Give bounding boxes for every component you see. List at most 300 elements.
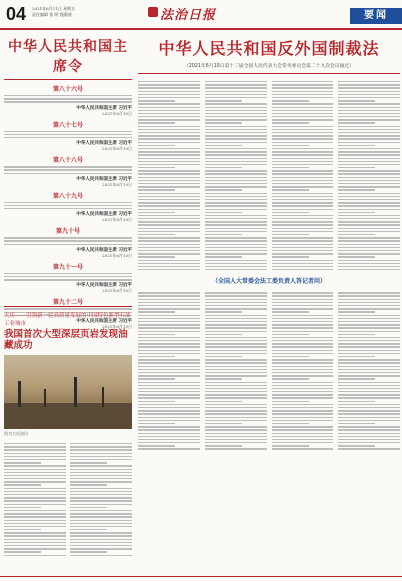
text-line: [205, 353, 267, 354]
text-line: [272, 359, 334, 360]
text-line: [138, 132, 200, 133]
text-line: [338, 186, 400, 187]
text-line: [338, 209, 400, 210]
text-line: [205, 170, 267, 171]
text-line: [138, 321, 200, 322]
text-line: [338, 189, 375, 190]
text-line: [138, 382, 200, 383]
text-line: [272, 91, 334, 92]
text-line: [338, 87, 400, 88]
text-line: [138, 417, 200, 418]
text-line: [272, 164, 334, 165]
text-line: [205, 372, 267, 373]
text-line: [338, 266, 400, 267]
text-line: [205, 346, 267, 347]
text-line: [138, 308, 200, 309]
text-line: [338, 148, 400, 149]
text-line: [338, 334, 375, 335]
text-line: [205, 202, 267, 203]
text-line: [205, 366, 267, 367]
masthead: 法治日报: [160, 8, 217, 23]
order-entry: [4, 226, 132, 259]
order-text: [4, 166, 132, 174]
text-line: [70, 465, 132, 466]
text-line: [205, 429, 267, 430]
text-line: [4, 131, 132, 132]
text-line: [338, 378, 375, 379]
text-line: [4, 469, 66, 470]
text-line: [272, 87, 334, 88]
text-line: [272, 369, 334, 370]
text-line: [70, 497, 132, 498]
text-line: [338, 250, 400, 251]
section-tag: 要闻: [350, 8, 402, 24]
qa-body-column: [138, 292, 200, 451]
text-line: [272, 247, 334, 248]
text-line: [138, 253, 200, 254]
text-line: [70, 516, 132, 517]
text-line: [272, 429, 334, 430]
text-line: [205, 158, 267, 159]
text-line: [4, 137, 132, 138]
text-line: [138, 327, 200, 328]
text-line: [272, 122, 309, 123]
order-entry: [4, 191, 132, 224]
text-line: [338, 170, 400, 171]
text-line: [338, 404, 400, 405]
text-line: [70, 475, 132, 476]
text-line: [272, 148, 334, 149]
issue-info: [32, 6, 75, 18]
order-number: 第八十六号: [52, 86, 83, 93]
text-line: [272, 173, 334, 174]
order-number: 第八十九号: [52, 192, 83, 200]
text-line: [138, 173, 200, 174]
text-line: [272, 183, 334, 184]
feature-divider: [4, 306, 132, 307]
text-line: [138, 177, 200, 178]
text-line: [338, 173, 400, 174]
text-line: [338, 401, 375, 402]
text-line: [338, 228, 400, 229]
text-line: [4, 244, 132, 245]
text-line: [338, 199, 400, 200]
text-line: [4, 276, 132, 277]
text-line: [138, 94, 200, 95]
text-line: [338, 132, 400, 133]
text-line: [205, 397, 267, 398]
text-line: [138, 154, 200, 155]
text-line: [205, 295, 267, 296]
text-line: [205, 209, 267, 210]
text-line: [272, 196, 334, 197]
text-line: [138, 183, 200, 184]
text-line: [4, 526, 66, 527]
text-line: [272, 397, 334, 398]
text-line: [272, 337, 334, 338]
oil-rig-icon: [18, 381, 21, 407]
text-line: [338, 292, 400, 293]
text-line: [338, 260, 400, 261]
text-line: [272, 119, 334, 120]
text-line: [205, 359, 267, 360]
text-line: [272, 113, 334, 114]
text-line: [138, 362, 200, 363]
text-line: [338, 321, 400, 322]
text-line: [4, 504, 66, 505]
text-line: [205, 436, 267, 437]
order-signature: 中华人民共和国主席 习近平: [76, 212, 132, 218]
text-line: [338, 240, 400, 241]
text-line: [138, 439, 200, 440]
text-line: [272, 234, 309, 235]
text-line: [138, 397, 200, 398]
text-line: [272, 228, 334, 229]
text-line: [272, 142, 334, 143]
text-line: [138, 260, 200, 261]
text-line: [138, 84, 200, 85]
text-line: [205, 385, 267, 386]
text-line: [70, 491, 132, 492]
text-line: [272, 324, 334, 325]
feature-body: [4, 441, 132, 558]
text-line: [138, 375, 200, 376]
text-line: [338, 295, 400, 296]
text-line: [205, 337, 267, 338]
text-line: [70, 494, 132, 495]
text-line: [205, 394, 267, 395]
order-signature: 中华人民共和国主席 习近平: [76, 176, 132, 182]
text-line: [70, 443, 132, 444]
text-line: [205, 126, 267, 127]
order-entry: [4, 120, 132, 153]
text-line: [138, 331, 200, 332]
text-line: [338, 410, 400, 411]
text-line: [70, 500, 132, 501]
law-body-column: [138, 81, 200, 272]
text-line: [138, 366, 200, 367]
text-line: [138, 158, 200, 159]
text-line: [272, 346, 334, 347]
text-line: [205, 196, 267, 197]
text-line: [272, 378, 309, 379]
text-line: [338, 445, 375, 446]
text-line: [272, 212, 309, 213]
text-line: [272, 372, 334, 373]
text-line: [138, 346, 200, 347]
text-line: [70, 488, 132, 489]
text-line: [70, 449, 132, 450]
text-line: [338, 177, 400, 178]
text-line: [338, 103, 400, 104]
text-line: [4, 475, 66, 476]
text-line: [272, 205, 334, 206]
text-line: [138, 337, 200, 338]
text-line: [205, 142, 267, 143]
orders-list: [4, 84, 132, 330]
text-line: [70, 484, 107, 485]
text-line: [338, 142, 400, 143]
text-line: [272, 299, 334, 300]
text-line: [338, 180, 400, 181]
text-line: [272, 327, 334, 328]
text-line: [338, 158, 400, 159]
text-line: [70, 481, 132, 482]
text-line: [70, 551, 107, 552]
text-line: [138, 209, 200, 210]
text-line: [4, 134, 132, 135]
text-line: [338, 442, 400, 443]
text-line: [205, 228, 267, 229]
text-line: [338, 224, 400, 225]
text-line: [138, 180, 200, 181]
text-line: [338, 234, 375, 235]
text-line: [4, 545, 66, 546]
text-line: [205, 445, 242, 446]
text-line: [70, 472, 132, 473]
order-number: 第九十一号: [52, 263, 83, 271]
text-line: [205, 410, 267, 411]
text-line: [338, 231, 400, 232]
text-line: [338, 407, 400, 408]
text-line: [205, 97, 267, 98]
text-line: [205, 129, 267, 130]
text-line: [4, 95, 132, 96]
text-line: [205, 433, 267, 434]
text-line: [205, 177, 267, 178]
orders-title: 中华人民共和国主席令: [8, 39, 128, 75]
text-line: [205, 324, 267, 325]
text-line: [138, 145, 175, 146]
law-body-column: [272, 81, 334, 272]
text-line: [4, 516, 66, 517]
qa-body-column: [338, 292, 400, 451]
text-line: [272, 180, 334, 181]
text-line: [338, 315, 400, 316]
text-line: [338, 119, 400, 120]
text-line: [138, 135, 200, 136]
text-line: [338, 429, 400, 430]
qa-body-column: [272, 292, 334, 451]
text-line: [70, 462, 107, 463]
text-line: [272, 413, 334, 414]
text-line: [272, 154, 334, 155]
text-line: [272, 292, 334, 293]
text-line: [4, 539, 66, 540]
order-date: 2021年6月10日: [102, 110, 132, 116]
text-line: [338, 110, 400, 111]
text-line: [338, 308, 400, 309]
text-line: [4, 532, 66, 533]
text-line: [272, 256, 309, 257]
law-subtitle: （2021年6月10日第十三届全国人民代表大会常务委员会第二十九次会议通过）: [183, 64, 355, 69]
text-line: [205, 244, 267, 245]
text-line: [272, 269, 334, 270]
text-line: [205, 183, 267, 184]
text-line: [138, 299, 200, 300]
text-line: [4, 520, 66, 521]
text-line: [138, 193, 200, 194]
text-line: [138, 138, 200, 139]
text-line: [4, 101, 132, 102]
text-line: [4, 551, 41, 552]
order-number: 第八十七号: [52, 121, 83, 129]
text-line: [205, 107, 267, 108]
text-line: [4, 173, 132, 174]
text-line: [205, 426, 267, 427]
oil-rig-icon: [44, 389, 46, 407]
text-line: [205, 299, 267, 300]
text-line: [138, 426, 200, 427]
text-line: [205, 247, 267, 248]
text-line: [272, 382, 334, 383]
text-line: [272, 311, 309, 312]
text-line: [272, 448, 334, 449]
law-body-column: [205, 81, 267, 272]
text-line: [205, 218, 267, 219]
text-line: [4, 494, 66, 495]
text-line: [205, 423, 242, 424]
text-line: [272, 167, 309, 168]
text-line: [338, 375, 400, 376]
text-line: [272, 388, 334, 389]
text-line: [338, 129, 400, 130]
text-line: [338, 205, 400, 206]
text-line: [205, 382, 267, 383]
text-line: [272, 135, 334, 136]
text-line: [338, 366, 400, 367]
text-line: [205, 407, 267, 408]
order-entry: [4, 84, 132, 117]
text-line: [4, 459, 66, 460]
text-line: [4, 510, 66, 511]
text-line: [138, 189, 175, 190]
oil-rig-icon: [102, 387, 104, 407]
text-line: [272, 240, 334, 241]
text-line: [205, 135, 267, 136]
text-line: [138, 429, 200, 430]
text-line: [138, 436, 200, 437]
text-line: [205, 404, 267, 405]
text-line: [338, 154, 400, 155]
text-line: [138, 413, 200, 414]
text-line: [138, 196, 200, 197]
text-line: [205, 132, 267, 133]
text-line: [138, 202, 200, 203]
text-line: [70, 548, 132, 549]
text-line: [338, 337, 400, 338]
order-date: 2021年6月10日: [102, 181, 132, 187]
text-line: [138, 148, 200, 149]
text-line: [138, 113, 200, 114]
text-line: [70, 504, 132, 505]
text-line: [4, 481, 66, 482]
text-line: [338, 97, 400, 98]
text-line: [205, 318, 267, 319]
order-signature: 中华人民共和国主席 习近平: [76, 105, 132, 111]
text-line: [205, 362, 267, 363]
text-line: [272, 81, 334, 82]
oilfield-photo: [4, 355, 132, 429]
text-line: [338, 397, 400, 398]
text-line: [338, 167, 375, 168]
text-line: [138, 318, 200, 319]
text-line: [205, 240, 267, 241]
text-line: [138, 122, 175, 123]
text-line: [205, 369, 267, 370]
text-line: [4, 237, 132, 238]
text-line: [338, 193, 400, 194]
text-line: [138, 164, 200, 165]
text-line: [338, 305, 400, 306]
text-line: [138, 448, 200, 449]
text-line: [338, 426, 400, 427]
text-line: [205, 199, 267, 200]
text-line: [138, 161, 200, 162]
text-line: [338, 263, 400, 264]
text-line: [138, 295, 200, 296]
text-line: [70, 539, 132, 540]
order-signature: 中华人民共和国主席 习近平: [76, 318, 132, 324]
text-line: [205, 315, 267, 316]
text-line: [138, 126, 200, 127]
text-line: [272, 244, 334, 245]
text-line: [272, 100, 309, 101]
text-line: [138, 302, 200, 303]
text-line: [70, 510, 132, 511]
text-line: [338, 212, 375, 213]
text-line: [272, 170, 334, 171]
text-line: [205, 145, 242, 146]
text-line: [272, 218, 334, 219]
text-line: [138, 234, 175, 235]
text-line: [138, 119, 200, 120]
text-line: [205, 253, 267, 254]
text-line: [338, 433, 400, 434]
text-line: [4, 472, 66, 473]
text-line: [338, 299, 400, 300]
text-line: [272, 321, 334, 322]
text-line: [70, 478, 132, 479]
text-line: [272, 302, 334, 303]
text-line: [205, 138, 267, 139]
text-line: [4, 488, 66, 489]
text-line: [205, 334, 242, 335]
text-line: [138, 205, 200, 206]
text-line: [338, 302, 400, 303]
text-line: [205, 186, 267, 187]
text-line: [138, 350, 200, 351]
text-line: [205, 250, 267, 251]
law-body: [138, 79, 400, 272]
text-line: [70, 535, 132, 536]
text-line: [205, 81, 267, 82]
text-line: [70, 453, 132, 454]
text-line: [205, 116, 267, 117]
text-line: [205, 113, 267, 114]
order-signature: 中华人民共和国主席 习近平: [76, 247, 132, 253]
text-line: [205, 292, 267, 293]
text-line: [205, 151, 267, 152]
text-line: [138, 353, 200, 354]
text-line: [205, 237, 267, 238]
text-line: [205, 260, 267, 261]
order-date: 2021年6月10日: [102, 323, 132, 329]
text-line: [4, 279, 132, 280]
text-line: [272, 237, 334, 238]
text-line: [138, 81, 200, 82]
text-line: [138, 305, 200, 306]
